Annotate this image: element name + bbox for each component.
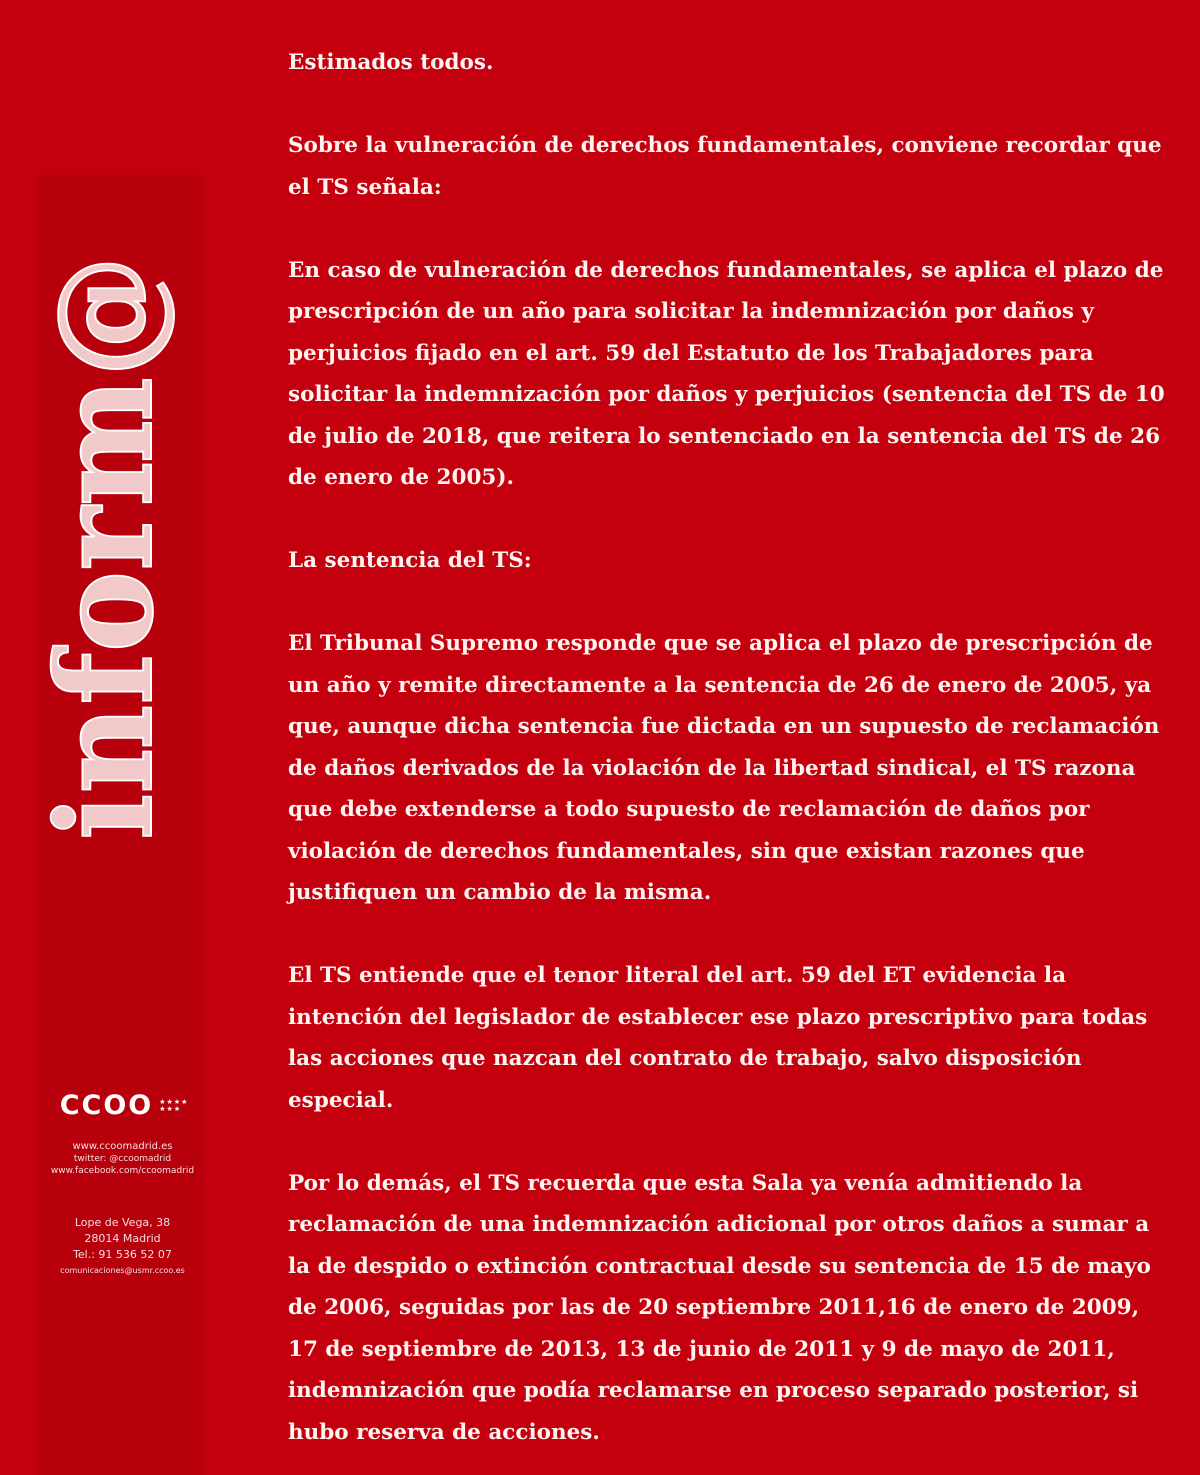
informa-logo bbox=[28, 207, 183, 845]
letter-body bbox=[288, 42, 1168, 1453]
paragraph-precedents: Por lo demás, el TS recuerda que esta Sala ya venía admitiendo la reclamación de una indemnización adicional por otros daños a sumar a la de despido o extinción contractual desde su sentencia de 15 de mayo de 2006, seguidas por las de 20 septiembre 2011,16 de enero de 2009, 17 de septiembre de 2013, 13 de junio de 2011 y 9 de mayo de 2011, indemnización que podía reclamarse en proceso separado posterior, si hubo reserva de acciones. bbox=[288, 1170, 1151, 1445]
city-postcode: 28014 Madrid bbox=[84, 1232, 161, 1245]
address-block bbox=[45, 1215, 200, 1279]
website-link[interactable]: www.ccoomadrid.es bbox=[72, 1141, 173, 1152]
paragraph-ruling: El Tribunal Supremo responde que se aplica el plazo de prescripción de un año y remite directamente a la sentencia de 26 de enero de 2005, ya que, aunque dicha sentencia fue dictada en un supuesto de reclamación de daños derivados de la violación de la libertad sindical, el TS razona que debe extenderse a todo supuesto de reclamación de daños por violación de derechos fundamentales, sin que existan razones que justifiquen un cambio de la misma. bbox=[288, 631, 1160, 905]
email-link[interactable]: comunicaciones@usmr.ccoo.es bbox=[60, 1266, 185, 1275]
phone-number: Tel.: 91 536 52 07 bbox=[73, 1248, 172, 1261]
paragraph-intro: Sobre la vulneración de derechos fundamentales, conviene recordar que el TS señala: bbox=[288, 133, 1162, 200]
paragraph-art59: El TS entiende que el tenor literal del art. 59 del ET evidencia la intención del legislador de establecer ese plazo prescriptivo para todas las acciones que nazcan del contrato de trabajo, salvo disposición especial. bbox=[288, 963, 1148, 1113]
facebook-link[interactable]: www.facebook.com/ccoomadrid bbox=[50, 1166, 195, 1176]
ccoo-logo-text: CCOO bbox=[59, 1090, 154, 1121]
street-address: Lope de Vega, 38 bbox=[74, 1216, 171, 1229]
paragraph-summary: En caso de vulneración de derechos fundamentales, se aplica el plazo de prescripción de un año para solicitar la indemnización por daños y perjuicios fijado en el art. 59 del Estatuto de los Trabajadores para solicitar la indemnización por daños y perjuicios (sentencia del TS de 10 de julio de 2018, que reitera lo sentenciado en la sentencia del TS de 26 de enero de 2005). bbox=[288, 257, 1165, 490]
greeting: Estimados todos. bbox=[288, 50, 494, 75]
ccoo-logo bbox=[45, 1090, 200, 1121]
web-links bbox=[45, 1141, 200, 1177]
ccoo-contact-block bbox=[45, 1090, 200, 1279]
twitter-link[interactable]: twitter: @ccoomadrid bbox=[73, 1154, 172, 1164]
informa-logo-text: inform@ bbox=[28, 207, 183, 840]
paragraph-heading: La sentencia del TS: bbox=[288, 548, 532, 573]
stars-icon: ★★★★ ★★★ bbox=[159, 1097, 189, 1113]
